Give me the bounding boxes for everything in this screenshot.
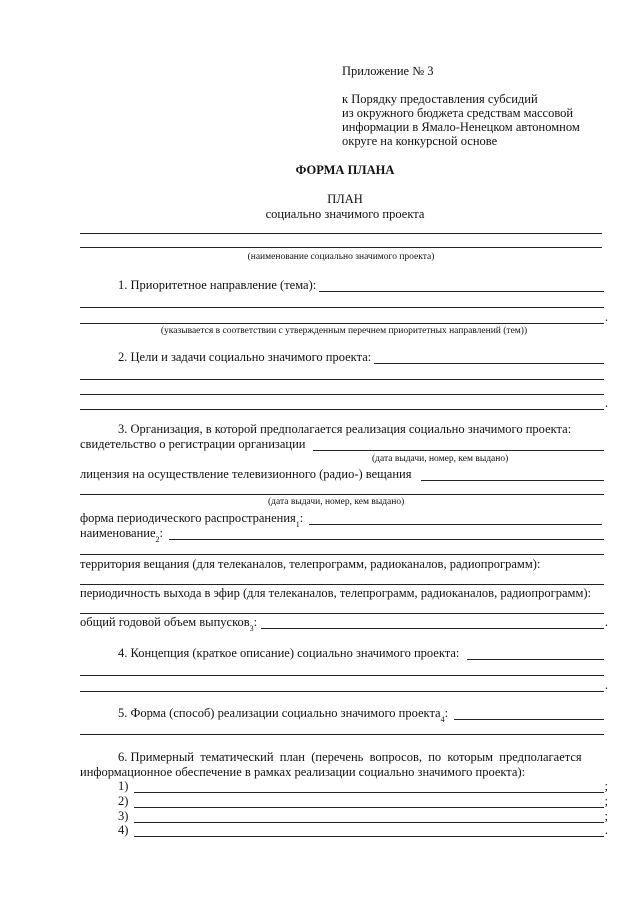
project-name-line-2[interactable]: [80, 235, 602, 248]
plan-title: ПЛАН: [327, 192, 363, 206]
appendix-ref-line-4: округе на конкурсной основе: [342, 134, 498, 148]
form-title: ФОРМА ПЛАНА: [295, 163, 395, 177]
license-input[interactable]: [421, 468, 604, 481]
section-3-label: 3. Организация, в которой предполагается реализация социально значимого проекта:: [118, 422, 572, 436]
section-4-line-3-row: [80, 678, 608, 692]
plan-item-2-number: 2): [118, 794, 129, 808]
section-4-label: 4. Концепция (краткое описание) социально значимого проекта:: [118, 646, 460, 660]
section-5-label: 5. Форма (способ) реализации социально значимого проекта: [118, 706, 441, 720]
section-2-period: .: [604, 396, 608, 410]
registration-input[interactable]: [313, 438, 604, 451]
plan-item-3-row: 3) ;: [118, 809, 608, 823]
name-row: наименование 2 :: [80, 526, 604, 540]
plan-item-4-input[interactable]: [134, 824, 603, 837]
section-2-row: [118, 350, 604, 364]
territory-input[interactable]: [80, 572, 604, 585]
section-1-line-3-row: [80, 310, 608, 324]
section-5-row: 5. Форма (способ) реализации социально значимого проекта 4 :: [118, 706, 604, 720]
annual-volume-row: общий годовой объем выпусков 3 : .: [80, 615, 608, 633]
section-1-row: [118, 278, 604, 292]
name-label: наименование: [80, 526, 156, 540]
license-label: лицензия на осуществление телевизионного (радио-) вещания: [80, 467, 412, 481]
section-4-row: [118, 646, 604, 660]
section-2-line-4[interactable]: [80, 397, 604, 410]
plan-item-2-row: 2) ;: [118, 794, 608, 808]
plan-item-1-row: 1) ;: [118, 779, 608, 793]
periodic-form-label: форма периодического распространения: [80, 511, 296, 525]
periodic-form-row: форма периодического распространения 1 :: [80, 511, 602, 525]
section-2-line-3[interactable]: [80, 382, 604, 395]
section-4-input[interactable]: [467, 647, 604, 660]
plan-item-1-input[interactable]: [134, 780, 603, 793]
plan-item-2-input[interactable]: [134, 795, 603, 808]
registration-row: [80, 437, 604, 451]
section-4-period: .: [604, 678, 608, 692]
plan-item-3-number: 3): [118, 809, 129, 823]
periodic-form-input[interactable]: [309, 512, 602, 525]
section-6-label-line-2: информационное обеспечение в рамках реализации социально значимого проекта):: [80, 765, 526, 779]
section-1-input[interactable]: [319, 279, 604, 292]
annual-volume-label: общий годовой объем выпусков: [80, 615, 250, 629]
section-2-input[interactable]: [374, 351, 604, 364]
annual-volume-input[interactable]: [261, 616, 604, 629]
section-4-line-2[interactable]: [80, 663, 604, 676]
registration-label: свидетельство о регистрации организации: [80, 437, 306, 451]
plan-item-4-row: 4) .: [118, 823, 608, 837]
plan-item-4-number: 4): [118, 823, 129, 837]
section-1-line-2[interactable]: [80, 295, 604, 308]
section-5-line-2[interactable]: [80, 722, 604, 735]
periodicity-label: периодичность выхода в эфир (для телеканалов, телепрограмм, радиоканалов, радиопрограмм):: [80, 586, 591, 600]
section-6-label-line-1: 6. Примерный тематический план (перечень вопросов, по которым предполагается: [118, 750, 582, 764]
section-5-input[interactable]: [454, 707, 604, 720]
section-1-label: 1. Приоритетное направление (тема):: [118, 278, 317, 292]
territory-label: территория вещания (для телеканалов, телепрограмм, радиоканалов, радиопрограмм):: [80, 557, 541, 571]
plan-item-3-input[interactable]: [134, 810, 603, 823]
section-2-label: 2. Цели и задачи социально значимого проекта:: [118, 350, 372, 364]
plan-subtitle: социально значимого проекта: [265, 207, 425, 221]
section-2-line-2[interactable]: [80, 367, 604, 380]
section-1-caption: (указывается в соответствии с утвержденным перечнем приоритетных направлений (тем)): [160, 326, 528, 336]
license-row: [80, 467, 604, 481]
appendix-ref-line-2: из окружного бюджета средствам массовой: [342, 106, 574, 120]
project-name-caption: (наименование социально значимого проекта): [247, 252, 435, 262]
annual-volume-period: .: [604, 615, 608, 629]
section-2-line-4-row: [80, 396, 608, 410]
appendix-number: Приложение № 3: [342, 64, 434, 78]
registration-caption: (дата выдачи, номер, кем выдано): [372, 454, 509, 464]
appendix-ref-line-1: к Порядку предоставления субсидий: [342, 92, 538, 106]
name-input[interactable]: [169, 527, 604, 540]
license-caption: (дата выдачи, номер, кем выдано): [268, 497, 405, 507]
plan-item-1-number: 1): [118, 779, 129, 793]
section-1-period: .: [604, 310, 608, 324]
appendix-ref-line-3: информации в Ямало-Ненецком автономном: [342, 120, 580, 134]
project-name-line-1[interactable]: [80, 221, 602, 234]
section-1-line-3[interactable]: [80, 311, 604, 324]
section-4-line-3[interactable]: [80, 679, 604, 692]
periodicity-input[interactable]: [80, 601, 604, 614]
name-line-2[interactable]: [80, 542, 604, 555]
license-line-2[interactable]: [80, 482, 604, 495]
